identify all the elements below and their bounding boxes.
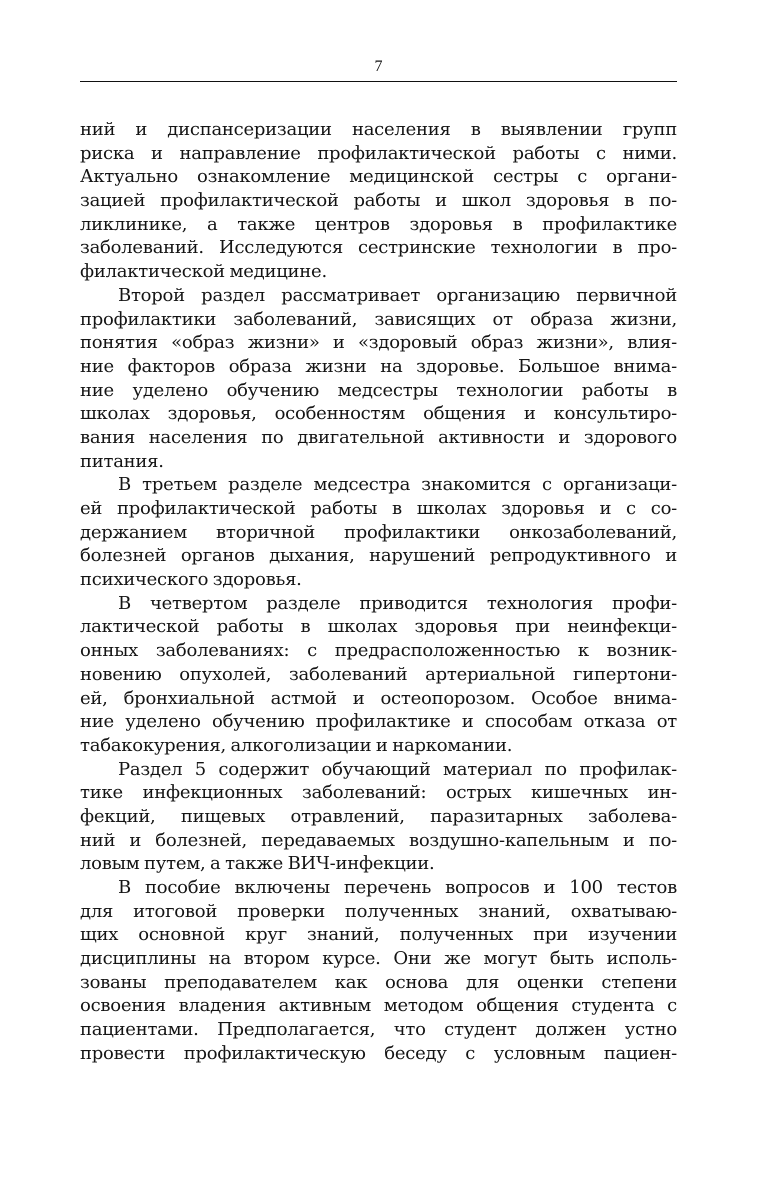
text-line: филактической медицине. bbox=[80, 261, 327, 283]
text-line: для итоговой проверки полученных знаний, охватываю- bbox=[80, 900, 677, 922]
text-line: болезней органов дыхания, нарушений репродуктивного и bbox=[80, 545, 677, 567]
text-line: понятия «образ жизни» и «здоровый образ жизни», влия- bbox=[80, 332, 677, 354]
text-line: В пособие включены перечень вопросов и 100 тестов bbox=[118, 877, 677, 898]
text-line: зацией профилактической работы и школ здоровья в по- bbox=[80, 190, 677, 212]
text-line: дисциплины на втором курсе. Они же могут быть исполь- bbox=[80, 948, 677, 970]
text-line: фекций, пищевых отравлений, паразитарных заболева- bbox=[80, 805, 677, 827]
text-line: зованы преподавателем как основа для оценки степени bbox=[80, 971, 677, 993]
text-line: ние уделено обучению медсестры технологии работы в bbox=[80, 379, 677, 401]
paragraph-5 bbox=[80, 758, 677, 876]
text-line: онных заболеваниях: с предрасположенностью к возник- bbox=[80, 640, 677, 662]
paragraph-6 bbox=[80, 876, 677, 1066]
paragraph-1 bbox=[80, 118, 677, 284]
text-line: ей профилактической работы в школах здоровья и с со- bbox=[80, 498, 677, 519]
text-line: пациентами. Предполагается, что студент должен устно bbox=[80, 1019, 677, 1041]
text-line: щих основной круг знаний, полученных при изучении bbox=[80, 924, 677, 946]
text-line: школах здоровья, особенностям общения и консультиро- bbox=[80, 403, 677, 425]
header-rule bbox=[80, 81, 677, 82]
text-line: риска и направление профилактической работы с ними. bbox=[80, 142, 677, 164]
text-line: табакокурения, алкоголизации и наркомании. bbox=[80, 734, 513, 756]
text-line: Актуально ознакомление медицинской сестры с органи- bbox=[80, 166, 677, 188]
body-text bbox=[80, 118, 677, 1066]
text-line: ние факторов образа жизни на здоровье. Большое внима- bbox=[80, 355, 677, 377]
text-line: ние уделено обучению профилактике и способам отказа от bbox=[80, 711, 677, 733]
text-line: профилактики заболеваний, зависящих от образа жизни, bbox=[80, 308, 677, 330]
text-line: новению опухолей, заболеваний артериальной гипертони- bbox=[80, 663, 677, 685]
text-line: освоения владения активным методом общения студента с bbox=[80, 995, 677, 1017]
text-line: Второй раздел рассматривает организацию первичной bbox=[118, 284, 677, 306]
paragraph-2 bbox=[80, 284, 677, 474]
text-line: В четвертом разделе приводится технология профи- bbox=[118, 592, 677, 614]
text-line: ний и болезней, передаваемых воздушно-капельным и по- bbox=[80, 829, 677, 851]
text-line: вания населения по двигательной активности и здорового bbox=[80, 426, 677, 448]
text-line: питания. bbox=[80, 450, 164, 472]
text-line: заболеваний. Исследуются сестринские технологии в про- bbox=[80, 237, 677, 259]
paragraph-4 bbox=[80, 592, 677, 758]
text-line: В третьем разделе медсестра знакомится с организаци- bbox=[118, 474, 677, 496]
text-line: тике инфекционных заболеваний: острых кишечных ин- bbox=[80, 782, 677, 804]
paragraph-3 bbox=[80, 473, 677, 591]
text-line: ликлинике, а также центров здоровья в профилактике bbox=[80, 213, 677, 235]
text-line: Раздел 5 содержит обучающий материал по профилак- bbox=[118, 758, 677, 780]
text-line: держанием вторичной профилактики онкозаболеваний, bbox=[80, 521, 677, 543]
text-line: ний и диспансеризации населения в выявлении групп bbox=[80, 119, 677, 140]
text-line: ловым путем, а также ВИЧ-инфекции. bbox=[80, 853, 435, 875]
text-line: психического здоровья. bbox=[80, 569, 302, 591]
text-line: лактической работы в школах здоровья при неинфекци- bbox=[80, 616, 677, 638]
text-line: ей, бронхиальной астмой и остеопорозом. Особое внима- bbox=[80, 687, 677, 709]
text-line: провести профилактическую беседу с условным пациен- bbox=[80, 1042, 677, 1064]
page-number: 7 bbox=[374, 58, 383, 75]
